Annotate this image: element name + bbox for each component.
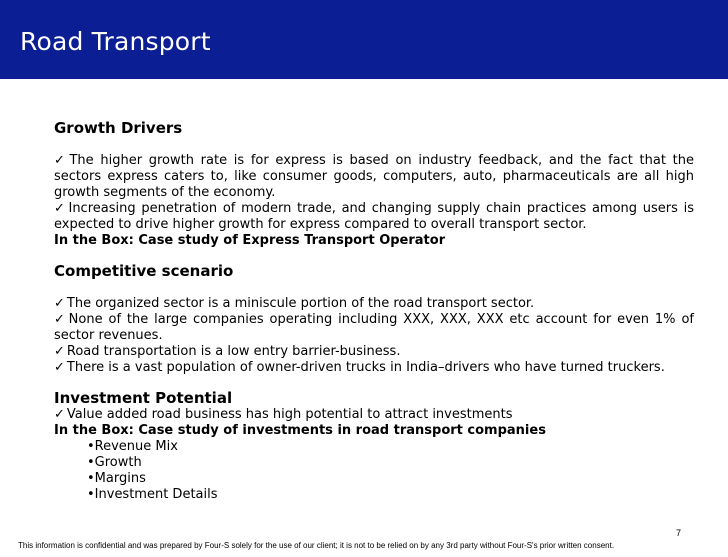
slide-title: Road Transport [20,27,211,56]
investment-heading: Investment Potential [54,389,233,407]
page-number: 7 [676,528,682,538]
title-bar [0,0,728,79]
checkmark-icon: ✓ [54,360,65,375]
checkmark-icon: ✓ [54,296,65,311]
competitive-point: ✓ The organized sector is a miniscule portion of the road transport sector. [54,296,535,311]
slide-body [54,119,694,503]
investment-box-note: In the Box: Case study of investments in road transport companies [54,423,546,438]
checkmark-icon: ✓ [54,201,67,216]
checkmark-icon: ✓ [54,153,68,168]
competitive-point: ✓ None of the large companies operating including XXX, XXX, XXX etc account for even 1% of sector revenues. [54,312,694,343]
competitive-point: ✓ Road transportation is a low entry barrier-business. [54,344,401,359]
checkmark-icon: ✓ [54,312,67,327]
bullet-icon: • [87,439,95,454]
bullet-icon: • [87,471,95,486]
growth-box-note: In the Box: Case study of Express Transport Operator [54,233,446,248]
checkmark-icon: ✓ [54,344,65,359]
list-item: •Investment Details [87,487,218,502]
investment-point: ✓ Value added road business has high potential to attract investments [54,407,513,422]
bullet-icon: • [87,487,95,502]
competitive-heading: Competitive scenario [54,262,234,280]
confidentiality-footer: This information is confidential and was prepared by Four-S solely for the use of our client; it is not to be relied on by any 3rd party without Four-S's prior written consent. [18,541,615,550]
competitive-point: ✓ There is a vast population of owner-driven trucks in India–drivers who have turned truckers. [54,360,665,375]
list-item: •Growth [87,455,142,470]
bullet-icon: • [87,455,95,470]
growth-drivers-heading: Growth Drivers [54,119,183,137]
list-item: •Revenue Mix [87,439,178,454]
growth-driver-point: ✓ Increasing penetration of modern trade, and changing supply chain practices among users is expected to drive higher growth for express compared to overall transport sector. [54,201,694,232]
growth-driver-point: ✓ The higher growth rate is for express is based on industry feedback, and the fact that the sectors express caters to, like consumer goods, computers, auto, pharmaceuticals are all high growth segments of the economy. [54,153,694,200]
checkmark-icon: ✓ [54,407,65,422]
list-item: •Margins [87,471,146,486]
